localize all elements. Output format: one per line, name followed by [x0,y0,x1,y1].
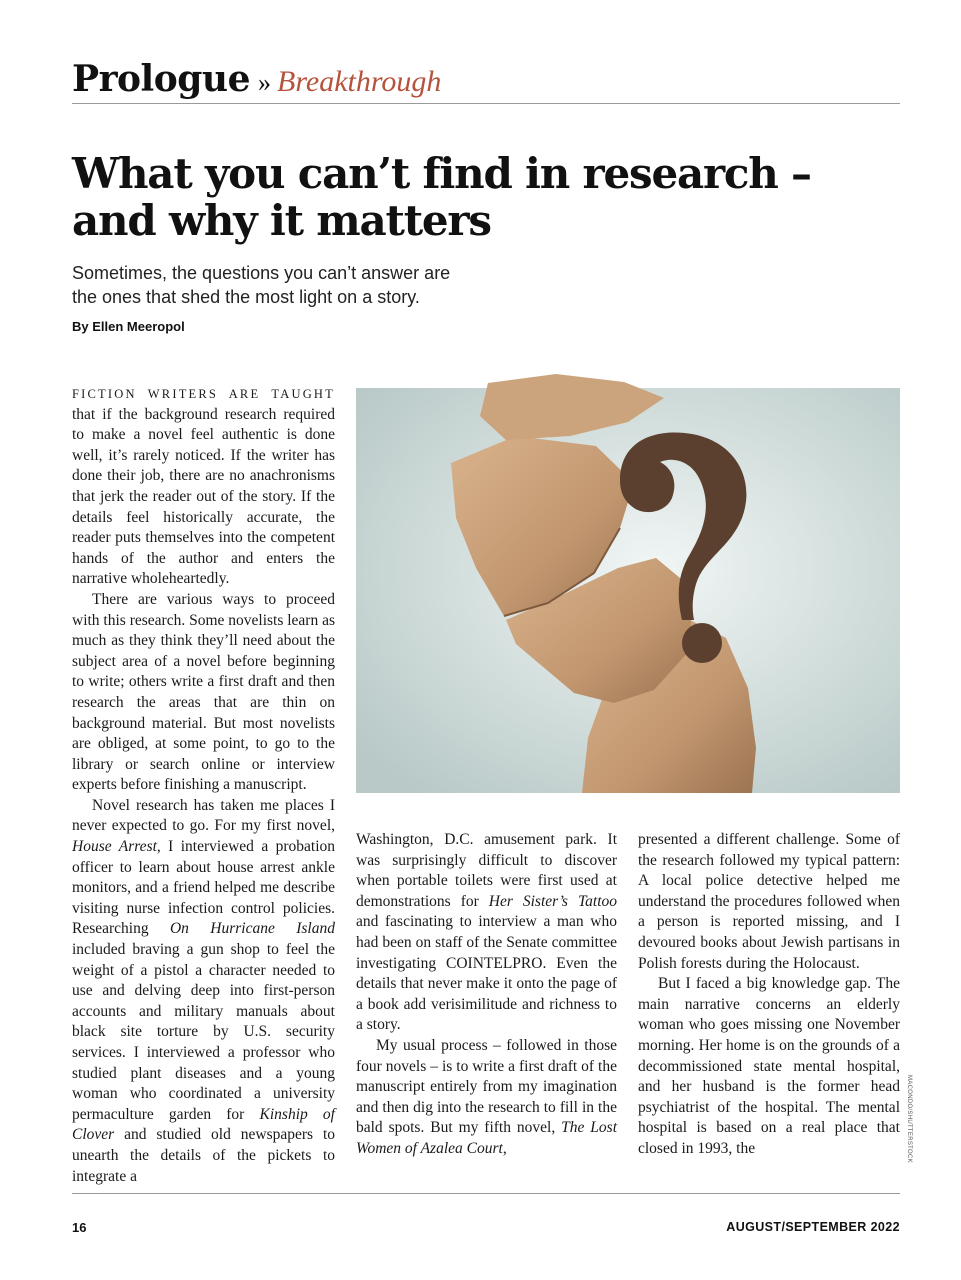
page-number: 16 [72,1220,87,1235]
paragraph: There are various ways to proceed with this research. Some novelists learn as much as they think they’ll need about the subject area of a novel before beginning to write; others write a first draft and then research the areas that are thin on background material. But most novelists are obliged, at some point, to go to the library or search online or interview experts before finishing a manuscript. [72,590,336,794]
body-column-3 [638,830,900,1160]
book-title: Kinship of Clover [72,1105,335,1144]
headline [72,150,832,244]
issue-date: AUGUST/SEPTEMBER 2022 [726,1220,900,1234]
paragraph-text: My usual process – followed in those four novels – is to write a first draft of the manuscript entirely from my imagination and then dig into the research to fill in the bald spots. But my fifth novel, [356,1036,617,1137]
statue-illustration [356,388,900,793]
header-rule [72,103,900,104]
paragraph-text: , I interviewed a probation officer to learn about house arrest ankle monitors, and a friend helped me describe visiting nurse infection control policies. Researching [72,838,336,938]
paragraph-text: and studied old newspapers to unearth the details of the pickets to integrate a [72,1126,336,1185]
paragraph-text: that if the background research required to make a novel feel authentic is done well, it’s rarely noticed. If the writer has done their job, there are no anachronisms that jerk the reader out of the story. If the details feel historically accurate, the reader puts themselves into the competent hands of the author and enters the narrative wholeheartedly. [72,405,335,588]
book-title: Her Sister’s Tattoo [488,892,618,910]
photo-credit: MACONDO/SHUTTERSTOCK [906,1075,912,1163]
question-mark-dot [682,623,722,663]
lead-in: FICTION WRITERS ARE TAUGHT [72,387,335,401]
section-separator: » [258,68,271,97]
paragraph-text: and fascinating to interview a man who had been on staff of the Senate committee investigating COINTELPRO. Even the details that never make it onto the page of a book add verisimilitude and richness to a story. [356,913,617,1034]
book-title: House Arrest [72,838,157,856]
paragraph [356,1036,617,1160]
paragraph [72,384,335,590]
headline-line-1: What you can’t find in research – [72,149,811,198]
body-column-1 [72,384,335,1187]
headline-line-2: and why it matters [72,196,491,245]
paragraph-text: Novel research has taken me places I never expected to go. For my first novel, [72,796,335,835]
section-header [72,58,900,104]
body-column-2 [356,830,617,1160]
dek-line-2: the ones that shed the most light on a story. [72,287,420,307]
footer-rule [72,1193,900,1194]
dek-line-1: Sometimes, the questions you can’t answer are [72,263,451,283]
byline: By Ellen Meeropol [72,319,185,334]
paragraph-text: Washington, D.C. amusement park. It was surprisingly difficult to discover when portable toilets were first used at demonstrations for [356,831,617,910]
dek [72,261,592,309]
subsection-name: Breakthrough [277,65,442,98]
section-name: Prologue [72,58,250,100]
paragraph [356,830,617,1036]
book-title: On Hurricane Island [169,920,335,938]
paragraph: presented a different challenge. Some of the research followed my typical pattern: A local police detective helped me understand the procedures followed when a person is reported missing, and I devoured books about Jewish partisans in Polish forests during the Holocaust. [638,831,900,972]
paragraph-text: included braving a gun shop to feel the weight of a pistol a character needed to use and delving deep into first-person accounts and military manuals about black site torture by U.S. security services. I interviewed a professor who studied plant diseases and a young woman who coordinated a university permaculture garden for [72,941,335,1123]
paragraph [72,796,335,1187]
book-title: The Lost Women of Azalea Court [356,1119,617,1157]
paragraph-text: , [502,1139,507,1157]
paragraph: But I faced a big knowledge gap. The main narrative concerns an elderly woman who goes missing one November morning. Her home is on the grounds of a decommissioned state mental hospital, and her husband is the former head psychiatrist of the hospital. The mental hospital is based on a real place that closed in 1993, the [638,975,900,1157]
